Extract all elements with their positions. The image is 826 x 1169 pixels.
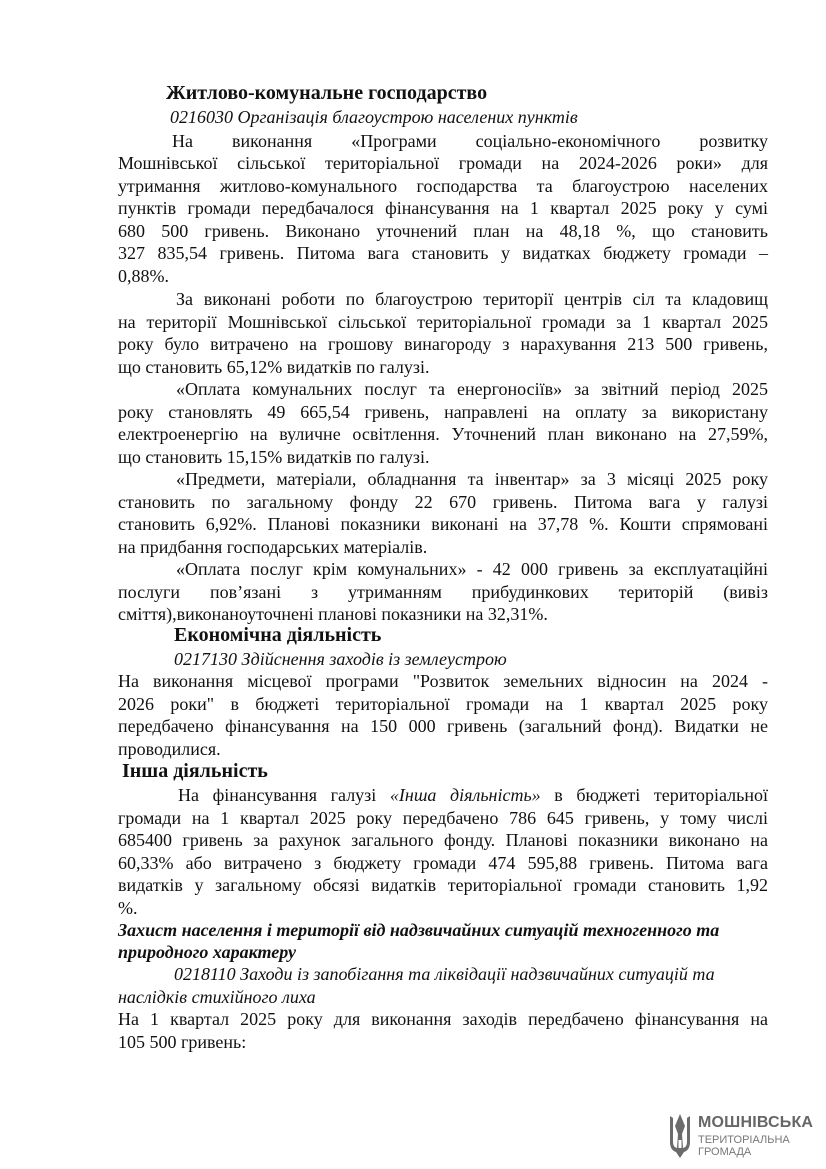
paragraph-line: пунктів громади передбачалося фінансування на 1 квартал 2025 року у сумі [118, 198, 768, 218]
section-title-protection: Захист населення і території від надзвичайних ситуацій техногенного та [118, 920, 720, 940]
paragraph-line: становить 6,92%. Планові показники виконані на 37,78 %. Кошти спрямовані [118, 514, 768, 534]
paragraph-line: На 1 квартал 2025 року для виконання заходів передбачено фінансування на [118, 1009, 768, 1029]
paragraph-line: 60,33% або витрачено з бюджету громади 474 595,88 гривень. Питома вага [118, 853, 768, 873]
paragraph-line: «Оплата послуг крім комунальних» - 42 000 гривень за експлуатаційні [176, 559, 768, 579]
logo-subtitle: ТЕРИТОРІАЛЬНА [698, 1134, 790, 1146]
paragraph-line: видатків у загальному обсязі видатків територіальної громади становить 1,92 [118, 875, 768, 895]
paragraph-line: утримання житлово-комунального господарства та благоустрою населених [118, 176, 768, 196]
paragraph-line: На виконання «Програми соціально-економічного розвитку [172, 131, 768, 151]
paragraph-line: електроенергію на вуличне освітлення. Уточнений план виконано на 27,59%, [118, 424, 768, 444]
paragraph-line: послуги пов’язані з утриманням прибудинкових територій (вивіз [118, 582, 768, 602]
paragraph-line: На виконання місцевої програми "Розвиток земельних відносин на 2024 - [118, 671, 768, 691]
paragraph-line: громади на 1 квартал 2025 року передбачено 786 645 гривень, у тому числі [118, 808, 768, 828]
logo-name: МОШНІВСЬКА [698, 1114, 814, 1131]
paragraph-line: року становлять 49 665,54 гривень, направлені на оплату за використану [118, 402, 768, 422]
paragraph-line: сміття),виконаноуточнені планові показники на 32,31%. [118, 604, 548, 624]
paragraph-line: «Оплата комунальних послуг та енергоносіїв» за звітний період 2025 [176, 379, 768, 399]
paragraph-line: За виконані роботи по благоустрою території центрів сіл та кладовищ [176, 289, 768, 309]
program-code-protection: наслідків стихійного лиха [118, 987, 316, 1007]
paragraph-line: 680 500 гривень. Виконано уточнений план на 48,18 %, що становить [118, 221, 768, 241]
text-run: в бюджеті територіальної [540, 785, 768, 805]
program-code-protection: 0218110 Заходи із запобігання та ліквідації надзвичайних ситуацій та [174, 964, 715, 984]
section-title-economic: Економічна діяльність [174, 624, 382, 646]
paragraph-line: проводилися. [118, 739, 221, 759]
paragraph-line [178, 784, 768, 806]
paragraph-line: що становить 15,15% видатків по галузі. [118, 447, 430, 467]
trident-icon [668, 1112, 692, 1160]
text-run: На фінансування галузі [178, 785, 390, 805]
paragraph-line: передбачено фінансування на 150 000 гривень (загальний фонд). Видатки не [118, 716, 768, 736]
paragraph-line: на території Мошнівської сільської територіальної громади за 1 квартал 2025 [118, 312, 768, 332]
paragraph-line: Мошнівської сільської територіальної громади на 2024-2026 роки» для [118, 153, 768, 173]
paragraph-line: 327 835,54 гривень. Питома вага становить у видатках бюджету громади – [118, 243, 768, 263]
paragraph-line: %. [118, 898, 138, 918]
paragraph-line: що становить 65,12% видатків по галузі. [118, 357, 430, 377]
logo-subtitle: ГРОМАДА [698, 1146, 752, 1158]
section-title-protection: природного характеру [118, 942, 297, 962]
paragraph-line: «Предмети, матеріали, обладнання та інвентар» за 3 місяці 2025 року [176, 469, 768, 489]
paragraph-line: 685400 гривень за рахунок загального фонду. Планові показники виконано на [118, 830, 768, 850]
text-run-italic: «Інша діяльність» [389, 785, 541, 805]
paragraph-line: року було витрачено на грошову винагороду з нарахування 213 500 гривень, [118, 334, 768, 354]
program-code-housing: 0216030 Організація благоустрою населених пунктів [170, 107, 578, 127]
paragraph-line: 0,88%. [118, 266, 169, 286]
section-title-housing: Житлово-комунальне господарство [166, 82, 488, 104]
paragraph-line: становить по загальному фонду 22 670 гривень. Питома вага у галузі [118, 492, 768, 512]
section-title-other: Інша діяльність [122, 760, 268, 782]
program-code-economic: 0217130 Здійснення заходів із землеустрою [174, 649, 507, 669]
paragraph-line: 2026 роки" в бюджеті територіальної громади на 1 квартал 2025 року [118, 694, 768, 714]
paragraph-line: на придбання господарських матеріалів. [118, 537, 428, 557]
community-logo [668, 1110, 814, 1162]
paragraph-line: 105 500 гривень: [118, 1032, 247, 1052]
